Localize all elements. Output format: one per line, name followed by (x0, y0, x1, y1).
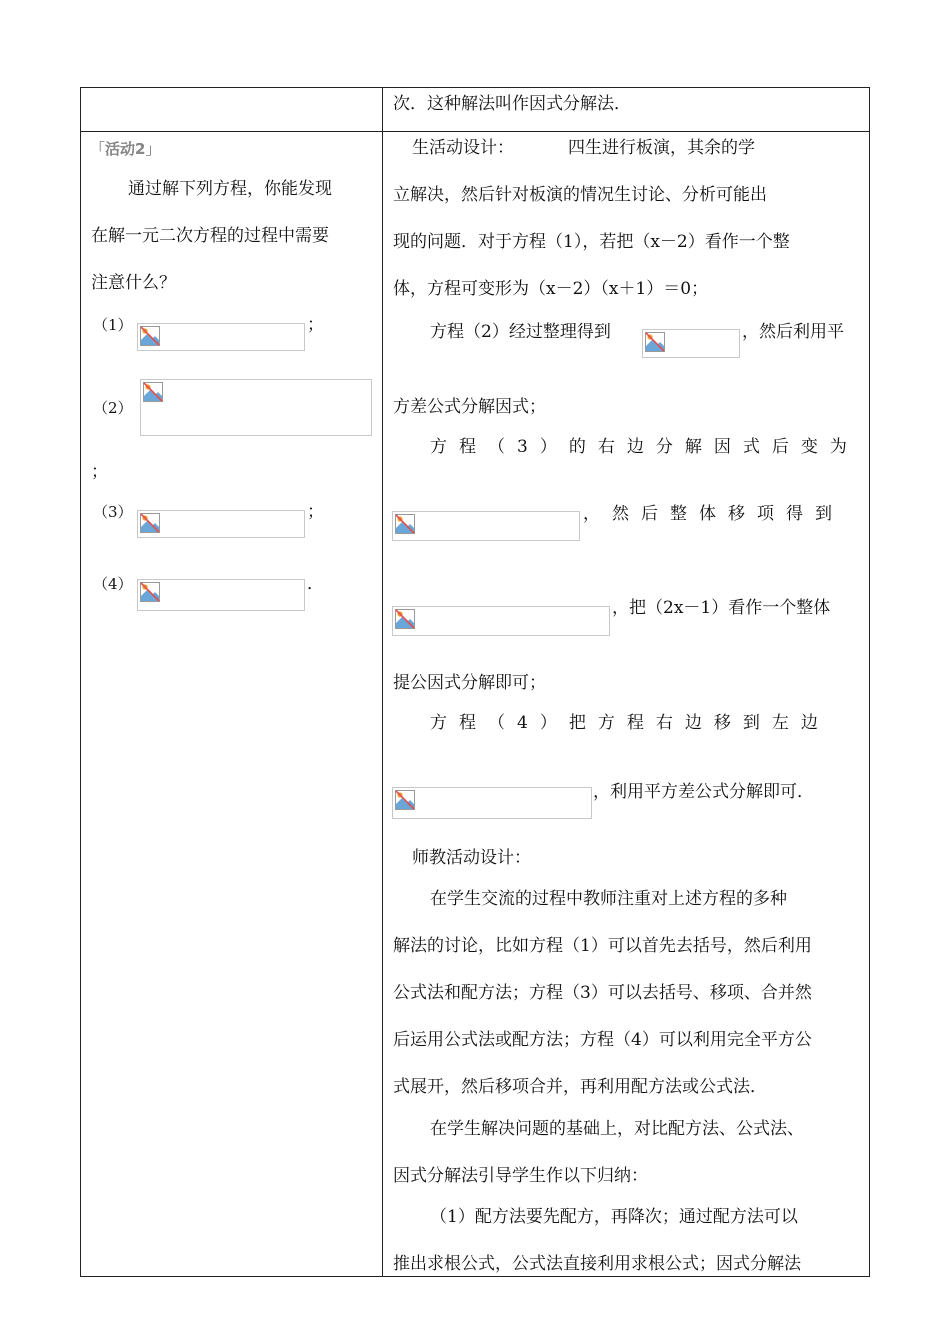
column-divider (382, 88, 383, 1276)
broken-image-icon (395, 790, 415, 810)
equation-3-moved-image (392, 606, 610, 636)
item-1-suffix: ； (307, 315, 324, 335)
teacher-line-3: 公式法和配方法；方程（3）可以去括号、移项、合并然 (393, 983, 812, 1003)
activity-label: 活动2 (105, 140, 146, 158)
broken-image-icon (143, 382, 163, 402)
item-1-label: （1） (93, 316, 133, 334)
paragraph-1-line-4: 体，方程可变形为（x－2）（x＋1）＝0； (393, 279, 709, 299)
equation-4-moved-image (392, 787, 592, 819)
broken-image-icon (645, 332, 665, 352)
paragraph-4-post: ，利用平方差公式分解即可． (593, 782, 814, 802)
teacher-line-5: 式展开，然后移项合并，再利用配方法或公式法． (393, 1077, 767, 1097)
item-4-suffix: ． (307, 574, 324, 594)
paragraph-2-pre: 方程（2）经过整理得到 (430, 322, 611, 342)
teacher-line-2: 解法的讨论，比如方程（1）可以首先去括号，然后利用 (393, 936, 812, 956)
equation-3-image (137, 510, 305, 538)
paragraph-2-post: ，然后利用平 (742, 322, 844, 342)
paragraph-3-line-4: 提公因式分解即可； (393, 673, 546, 693)
broken-image-icon (140, 582, 160, 602)
equation-1-image (137, 323, 305, 351)
broken-image-icon (140, 513, 160, 533)
note-line-1: （1）配方法要先配方，再降次；通过配方法可以 (430, 1207, 798, 1227)
question-line-1: 通过解下列方程，你能发现 (128, 179, 332, 199)
paragraph-2-line-2: 方差公式分解因式； (393, 397, 546, 417)
paragraph-3-post: ，把（2x－1）看作一个整体 (612, 598, 831, 618)
paragraph-3-mid: ，然后整体移项得到 (583, 504, 844, 524)
top-row-text: 次．这种解法叫作因式分解法． (393, 94, 631, 114)
student-activity-note: 四生进行板演，其余的学 (568, 138, 755, 158)
item-3-label: （3） (93, 503, 133, 521)
equation-4-image (137, 579, 305, 611)
item-3-suffix: ； (307, 502, 324, 522)
equation-2-result-image (642, 329, 740, 358)
paragraph-1-line-3: 现的问题．对于方程（1），若把（x－2）看作一个整 (393, 232, 790, 252)
summary-line-2: 因式分解法引导学生作以下归纳： (393, 1166, 648, 1186)
student-activity-heading: 生活动设计： (412, 138, 514, 158)
equation-2-image (140, 379, 372, 436)
teacher-line-1: 在学生交流的过程中教师注重对上述方程的多种 (430, 889, 787, 909)
row-divider (81, 131, 869, 132)
broken-image-icon (140, 326, 160, 346)
question-line-2: 在解一元二次方程的过程中需要 (91, 226, 329, 246)
question-line-3: 注意什么？ (91, 273, 176, 293)
broken-image-icon (395, 609, 415, 629)
item-2-suffix: ； (91, 462, 108, 482)
equation-3-factored-image (392, 511, 580, 541)
note-line-2: 推出求根公式，公式法直接利用求根公式；因式分解法 (393, 1254, 801, 1274)
teacher-activity-heading: 师教活动设计： (412, 848, 531, 868)
paragraph-1-line-2: 立解决，然后针对板演的情况生讨论、分析可能出 (393, 185, 767, 205)
item-4-label: （4） (93, 575, 133, 593)
activity-tag: 「活动2」 (90, 140, 161, 158)
teacher-line-4: 后运用公式法或配方法；方程（4）可以利用完全平方公 (393, 1030, 812, 1050)
broken-image-icon (395, 514, 415, 534)
paragraph-3-line-1: 方程（3）的右边分解因式后变为 (430, 437, 859, 457)
paragraph-4-line-1: 方程（4）把方程右边移到左边 (430, 713, 830, 733)
summary-line-1: 在学生解决问题的基础上，对比配方法、公式法、 (430, 1119, 804, 1139)
item-2-label: （2） (93, 399, 133, 417)
